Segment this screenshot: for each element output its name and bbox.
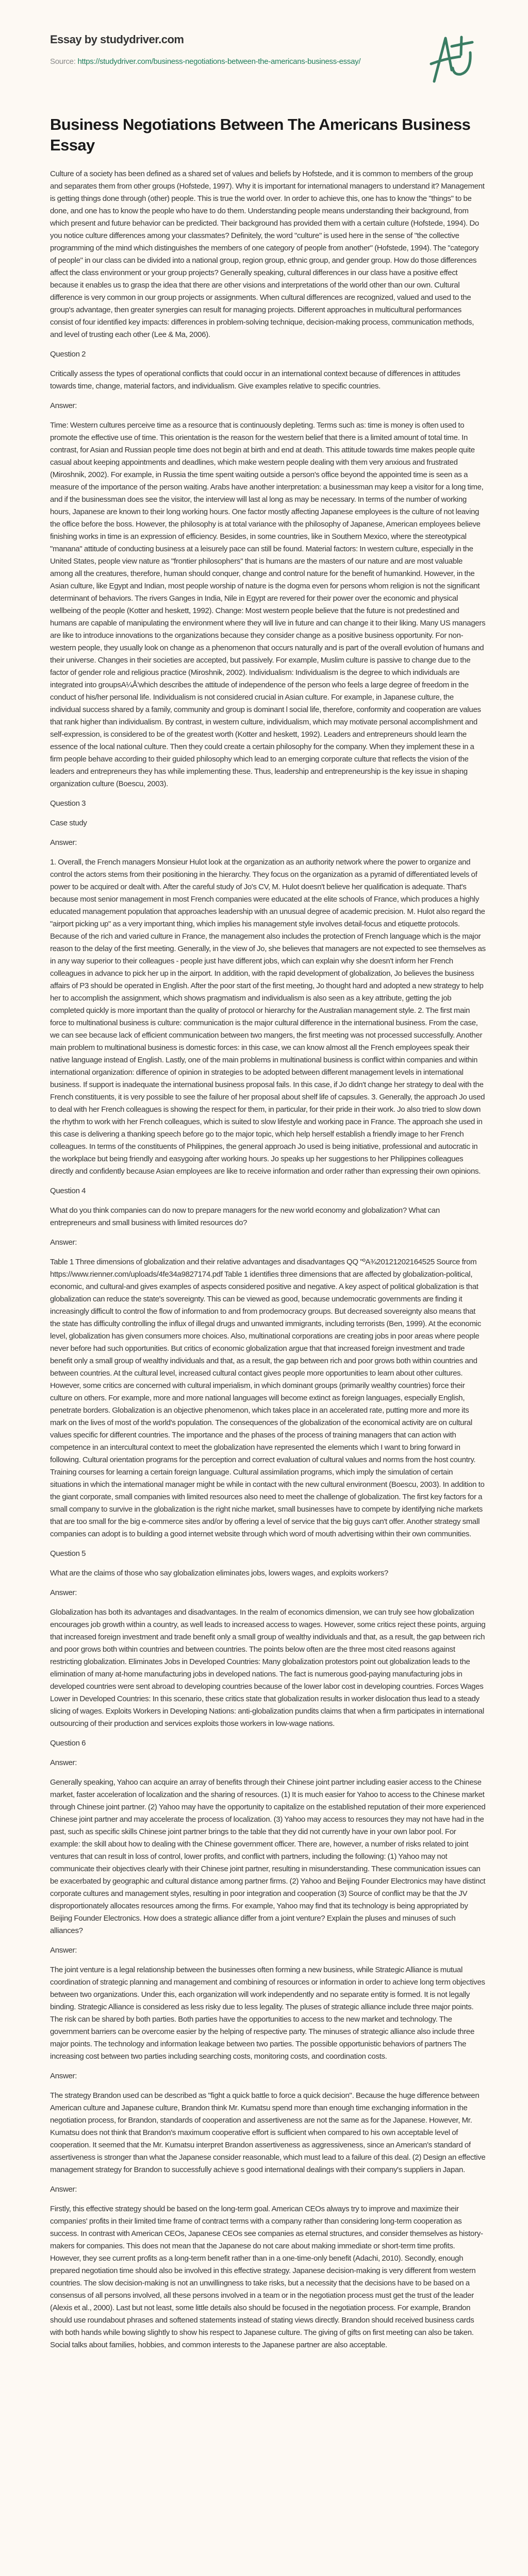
- essay-paragraph: What are the claims of those who say globalization eliminates jobs, lowers wages, and exploits workers?: [50, 1569, 388, 1578]
- section-label: Case study: [50, 819, 87, 827]
- section-label: Answer:: [50, 1588, 77, 1597]
- section-label: Question 5: [50, 1549, 86, 1558]
- section-label: Answer:: [50, 401, 77, 410]
- section-label: Question 2: [50, 350, 86, 359]
- page-header: [0, 0, 528, 88]
- essay-body: [0, 88, 486, 2369]
- essay-paragraph: Critically assess the types of operational conflicts that could occur in an international context because of differences in attitudes towards time, change, material factors, and individualism. Give examples relative to specific countries.: [50, 369, 460, 391]
- essay-title: Business Negotiations Between The Americans Business Essay: [50, 115, 471, 154]
- essay-paragraph: Globalization has both its advantages and disadvantages. In the realm of economics dimension, we can truly see how globalization encourages job growth within a country, as well leads to increased access to wages. However, some critics reject these points, arguing that increased foreign investment and trade benefit only a small group of wealthy individuals and that, as a result, the gap between rich and poor grows both within countries and between countries. The points below often are the three most cited reasons against restricting globalization. Eliminates Jobs in Developed Countries: Many globalization protestors point out globalization leads to the elimination of many at-home manufacturing jobs in developed nations. The fact is numerous good-paying manufacturing jobs in developed countries were sent abroad to developing countries because of the lower labor cost in developing countries. Forces Wages Lower in Developed Countries: In this scenario, these critics state that globalization results in worker dislocation thus lead to a steady slicing of wages. Exploits Workers in Developing Nations: anti-globalization pundits claims that when a firm participates in international outsourcing of their production and services exploits those workers in low-wage nations.: [50, 1608, 486, 1728]
- a-plus-logo-icon: [429, 34, 487, 86]
- essay-paragraphs: [50, 168, 486, 2351]
- section-label: Answer:: [50, 2185, 77, 2194]
- source-label: Source:: [50, 57, 76, 66]
- section-label: Question 4: [50, 1187, 86, 1195]
- essay-paragraph: The strategy Brandon used can be described as "fight a quick battle to force a quick decision". Because the huge difference between American culture and Japanese culture, Brandon think Mr. Kumatsu spend more than enough time exchanging information in the negotiation process, for Brandon, standards of cooperation and assertiveness are not the same as for the Japanese. However, Mr. Kumatsu does not think that Brandon's maximum cooperative effort is sufficient when compared to his own acceptable level of cooperation. It seemed that the Mr. Kumatsu interpret Brandon assertiveness as aggressiveness, since an American's standard of assertiveness is stronger than what the Japanese consider reasonable, which must lead to a failure of this deal. (2) Design an effective management strategy for Brandon to successfully achieve s good international dealings with their company's suppliers in Japan.: [50, 2091, 486, 2174]
- source-link[interactable]: https://studydriver.com/business-negotiations-between-the-americans-business-essay/: [77, 57, 361, 66]
- essay-paragraph: Table 1 Three dimensions of globalization and their relative advantages and disadvantages QQ "ºA¾20121202164525 Source from https://www.rienner.com/uploads/4fe34a9827174.pdf Table 1 identifies three dimensions that are affected by globalization-political, economic, and cultural-and gives examples of aspects considered positive and negative. A key aspect of political globalization is that globalization can reduce the state's sovereignty. This can be viewed as good, because undemocratic governments are finding it increasingly difficult to control the flow of information to and from prodemocracy groups. But decreased sovereignty also means that the state has difficulty controlling the influx of illegal drugs and unwanted immigrants, including terrorists (Ben, 1999). At the economic level, globalization has given consumers more choices. Also, multinational corporations are creating jobs in poor areas where people never before had such opportunities. But critics of economic globalization argue that that increased foreign investment and trade benefit only a small group of wealthy individuals and that, as a result, the gap between rich and poor grows both within countries and between countries. At the cultural level, increased cultural contact gives people more opportunities to learn about other cultures. However, some critics are concerned with cultural imperialism, in which dominant groups (primarily wealthy countries) force their culture on others. For example, more and more national languages will become extinct as foreign languages, especially English, penetrate borders. Globalization is an objective phenomenon, which takes place in an accelerated rate, putting more and more its mark on the lives of most of the world's population. The consequences of the globalization of the economical activity are on cultural values specific for different countries. The importance and the phases of the process of training managers that can action with competence in an intercultural context to meet the globalization have represented the elements which I want to bring forward in following. Cultural orientation programs for the perception and correct evaluation of cultural values and norms from the host country. Training courses for learning a certain foreign language. Cultural assimilation programs, which imply the simulation of certain situations in which the international manager might be while in contact with the new cultural environment (Boescu, 2003). In addition to the giant corporate, small companies with limited resources also need to meet the challenge of globalization. The first key factors for a small company to survive in the globalization is the right niche market, small businesses have to compete by identifying niche markets that are too small for the big e-commerce sites and/or by offering a level of service that the big guys can't offer. Another strategy small companies can adopt is to building a good internet website through which word of mouth advertising within their own communities.: [50, 1258, 485, 1538]
- essay-paragraph: 1. Overall, the French managers Monsieur Hulot look at the organization as an authority network where the power to organize and control the actors stems from their positioning in the hierarchy. They focus on the organization as a pyramid of differentiated levels of power to be acquired or dealt with. After the careful study of Jo's CV, M. Hulot doesn't believe her qualification is adequate. That's because most senior management in most French companies were educated at the elite schools of France, which produces a highly educated management population that approaches leadership with an unusual degree of academic precision. M. Hulot also regard the "airport picking up" as a very important thing, which implies his management style involves detail-focus and etiquette protocols. Because of the rich and varied culture in France, the management also includes the protection of French language which is the major reason to the delay of the first meeting. Generally, in the view of Jo, she believes that managers are not expected to see themselves as in any way superior to their colleagues - people just have different jobs, which can explain why she doesn't inform her French colleagues in advance to pick her up in the airport. In addition, with the rapid development of globalization, Jo believes the business affairs of P3 should be operated in English. After the poor start of the first meeting, Jo thought hard and adopted a new strategy to help her to accomplish the assignment, which shows pragmatism and individualism is also seen as a key attribute, getting the job completed quickly is more important than the quality of protocol or hierarchy for the Australian management style. 2. The first main force to multinational business is culture: communication is the major cultural difference in the international business. From the case, we can see because lack of efficient communication between two mangers, the first meeting was not processed successfully. Another main problem to multinational business is domestic forces: in this case, we can know almost all the French employees speak their native language instead of English. Lastly, one of the main problems in multinational business is conflict within companies and within international organization: difference of opinion in strategies to be adopted between different management levels in international business. If support is inadequate the international business proposal fails. In this case, if Jo didn't change her strategy to deal with the French constituents, it is very possible to see the failure of her proposal about shelf life of capsules. 3. Generally, the approach Jo used to deal with her French colleagues is showing the respect for them, in particular, for their pride in their work. Jo also tried to slow down the rhythm to work with her French colleagues, which is suited to slow lifestyle and working pace in France. The approach she used in this case is delivering a thanking speech before go to the major topic, which help herself establish a friendly image to her French colleagues. In terms of the constituents of Philippines, the general approach Jo used is being initiative, professional and autocratic in the workplace but being friendly and easygoing after working hours. Jo speaks up her suggestions to her Philippines colleagues directly and confidently because Asian employees are like to receive information and order rather than expressing their own opinions.: [50, 858, 486, 1176]
- section-label: Answer:: [50, 838, 77, 847]
- essay-paragraph: Culture of a society has been defined as a shared set of values and beliefs by Hofstede, and it is common to members of the group and separates them from other groups (Hofstede, 1997). Why it is important for international managers to understand it? Management is getting things done through (other) people. This is true the world over. In order to achieve this, one has to know the "things" to be done, and one has to know the people who have to do them. Understanding people means understanding their background, from which present and future behavior can be predicted. Their background has provided them with a certain culture (Hofstede, 1994). Do you notice culture differences among your classmates? Definitely, the word "culture" is used here in the sense of "the collective programming of the mind which distinguishes the members of one category of people from another" (Hofstede, 1994). The "category of people" in our class can be divided into a national group, region group, ethnic group, and gender group. How do those differences affect the class environment or your group projects? Generally speaking, cultural differences in our class have a positive effect because it enables us to grasp the idea that there are other visions and interpretations of the world other than our own. Cultural difference is very common in our group projects or assignments. When cultural differences are recognized, valued and used to the group's advantage, then greater synergies can result for managing projects. Different approaches in multicultural performances consist of four identified key impacts: differences in problem-solving technique, decision-making process, communication methods, and level of trusting each other (Lee & Ma, 2006).: [50, 170, 485, 339]
- section-label: Answer:: [50, 2072, 77, 2080]
- essay-paragraph: The joint venture is a legal relationship between the businesses often forming a new business, while Strategic Alliance is mutual coordination of strategic planning and management and combining of resources or information in order to achieve long term objectives between two organizations. Under this, each organization will work independently and no separate entity is formed. It is not legally binding. Strategic Alliance is considered as less risky due to less legality. The pluses of strategic alliance include three major points. The risk can be shared by both parties. Both parties have the opportunities to access to the new market and technology. The government barriers can be overcome easier by the helping of respective party. The minuses of strategic alliance also include three major points. The technology and information leakage between two parties. The possible opportunistic behaviors of partners The increasing cost between two parties including searching costs, monitoring costs, and coordination costs.: [50, 1965, 485, 2061]
- section-label: Answer:: [50, 1238, 77, 1247]
- section-label: Question 6: [50, 1739, 86, 1748]
- section-label: Answer:: [50, 1758, 77, 1767]
- section-label: Answer:: [50, 1946, 77, 1955]
- section-label: Question 3: [50, 799, 86, 808]
- essay-paragraph: Time: Western cultures perceive time as a resource that is continuously depleting. Terms such as: time is money is often used to promote the effective use of time. This orientation is the reason for the western belief that there is a limited amount of total time. In contrast, for Asian and Russian people time does not begin at birth and end at death. This attitude towards time makes people quite casual about keeping appointments and deadlines, which make western people dealing with them very anxious and frustrated (Miroshnik, 2002). For example, in Russia the time spent waiting outside a person's office beyond the appointed time is seen as a measure of the importance of the person waiting. Arabs have another interpretation: a businessman may keep a visitor for a long time, and if the businessman does see the visitor, the interview will last al long as may be necessary. In terms of the number of working hours, Japanese are known to their long working hours. One factor mostly affecting Japanese employees is the culture of not leaving the office before the boss. However, the philosophy is at total variance with the philosophy of Japanese, American employees believe finishing works in time is an expression of efficiency. Besides, in some countries, like in Southern Mexico, where the stereotypical "manana" attitude of conducting business at a leisurely pace can still be found. Material factors: In western culture, especially in the United States, people view nature as "frontier philosophers" that is humans are the masters of our nature and are most valuable among all the creatures, therefore, human should conquer, change and control nature for the benefit of humankind. However, in the Asian culture, like Egypt and Indian, most people worship of nature is the dogma even for persons whom religion is not the significant determinant of behaviors. The rivers Ganges in India, Nile in Egypt are revered for their power over the economic and physical wellbeing of the people (Kotter and heskett, 1992). Change: Most western people believe that the future is not predestined and humans are capable of manipulating the environment where they will live in future and can change it to their liking. Many US managers are like to introduce innovations to the organizations because they consider change as a positive business opportunity. For non- western people, they usually look on change as a phenomenon that occurs naturally and is part of the overall evolution of humans and their universe. Changes in their societies are accepted, but passively. For example, Muslim culture is passive to change due to the factor of gender role and religious practice (Miroshnik, 2002). Individualism: Individualism is the degree to which individuals are integrated into groupsA¼Å'which describes the attitude of independence of the person who feels a large degree of freedom in the conduct of his/her personal life. Individualism is not considered crucial in Asian culture. For example, in Japanese culture, the individual success shared by a family, community and group is dominant l social life, therefore, conformity and cooperation are values that rank higher than individualism. By contrast, in western culture, individualism, which may motivate personal accomplishment and self-expression, is considered to be of the greatest worth (Kotter and heskett, 1992). Leaders and entrepreneurs should learn the essence of the local national culture. Then they could create a certain philosophy for the company. When they implement these in a firm people behave according to their guided philosophy which lead to an emerging corporate culture that reflects the vision of the leaders and entrepreneurs they has while implementing these. Thus, leadership and entrepreneurship is the key issue in shaping organization culture (Boescu, 2003).: [50, 421, 486, 788]
- essay-paragraph: Firstly, this effective strategy should be based on the long-term goal. American CEOs always try to improve and maximize their companies' profits in their limited time frame of contract terms with a company rather than considering long-term cooperation as success. In contrast with American CEOs, Japanese CEOs see companies as eternal structures, and consider themselves as history-makers for companies. This does not mean that the Japanese do not care about making immediate or short-term time profits. However, they see current profits as a long-term benefit rather than in a one-time-only benefit (Adachi, 2010). Secondly, enough prepared negotiation time should also be involved in this effective strategy. Japanese decision-making is very different from western countries. The slow decision-making is not an unwillingness to take risks, but a necessity that the decisions have to be based on a consensus of all persons involved, all these persons involved in a team or in the negotiation process must get the trust of the leader (Alexis et al., 2000). Last but not least, some little details also should be focused in the negotiation process. For example, Brandon should use roundabout phrases and softened statements instead of stating views directly. Brandon should received business cards with both hands while bowing slightly to show his respect to Japanese culture. The giving of gifts on first meeting can also be taken. Social talks about families, hobbies, and common interests to the Japanese partner are also acceptable.: [50, 2205, 483, 2349]
- essay-paragraph: Generally speaking, Yahoo can acquire an array of benefits through their Chinese joint partner including easier access to the Chinese market, faster acceleration of localization and the sharing of resources. (1) It is much easier for Yahoo to access to the Chinese market through Chinese joint partner. (2) Yahoo may have the opportunity to capitalize on the established reputation of their more experienced Chinese joint partner and may accelerate the process of localization. (3) Yahoo may access to resources they may not have had in the past, such as specific skills Chinese joint partner brings to the table that they did not currently have in your own labor pool. For example: the skill about how to dealing with the Chinese government officer. There are, however, a number of risks related to joint ventures that can result in loss of control, lower profits, and conflict with partners, including the following: (1) Yahoo may not communicate their objectives clearly with their Chinese joint partner, resulting in misunderstanding. These communication issues can be exacerbated by geographic and cultural distance among partner firms. (2) Yahoo and Beijing Founder Electronics may have distinct corporate cultures and management styles, resulting in poor integration and cooperation (3) Source of conflict may be that the JV disproportionately allocates resources among the firms. For example, Yahoo may find that its technology is being appropriated by Beijing Founder Electronics. How does a strategic alliance differ from a joint venture? Explain the pluses and minuses of such alliances?: [50, 1778, 486, 1935]
- site-title: Essay by studydriver.com: [50, 33, 184, 46]
- source-line: [50, 56, 380, 68]
- essay-paragraph: What do you think companies can do now to prepare managers for the new world economy and globalization? What can entrepreneurs and small business with limited resources do?: [50, 1206, 440, 1227]
